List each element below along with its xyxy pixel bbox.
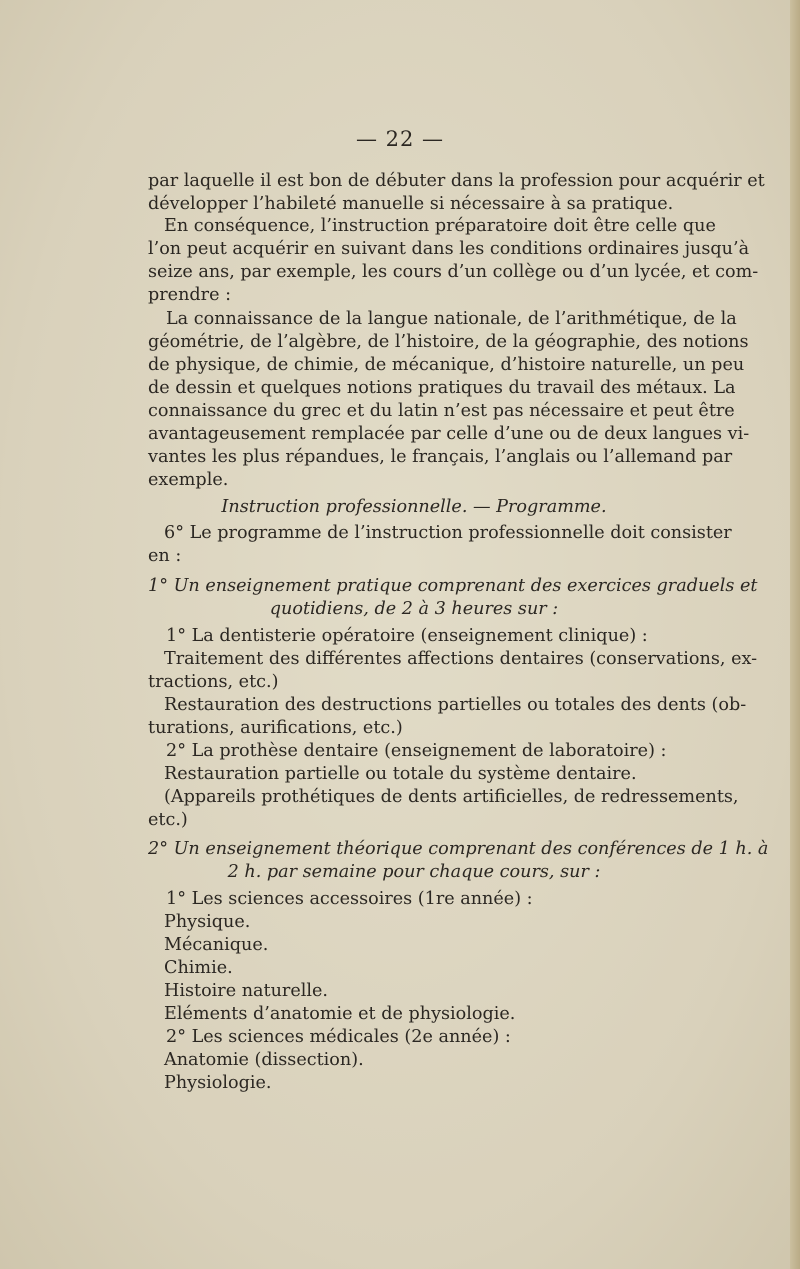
text-line: connaissance du grec et du latin n’est pas nécessaire et peut être [148,401,735,421]
text-line: vantes les plus répandues, le français, l’anglais ou l’allemand par [148,447,733,467]
text-line: par laquelle il est bon de débuter dans la profession pour acquérir et [148,171,765,191]
text-line: l’on peut acquérir en suivant dans les conditions ordinaires jusqu’à [148,239,750,259]
list-item: Physiologie. [164,1073,272,1093]
text-line: exemple. [148,470,229,490]
text-line: de physique, de chimie, de mécanique, d’histoire naturelle, un peu [148,355,745,375]
text-line: 6° Le programme de l’instruction professionnelle doit consister [164,523,732,543]
list-item: Anatomie (dissection). [164,1050,364,1070]
text-line: géométrie, de l’algèbre, de l’histoire, de la géographie, des notions [148,332,749,352]
text-line: etc.) [148,810,188,830]
text-line: Restauration des destructions partielles ou totales des dents (ob- [164,695,747,715]
text-line: seize ans, par exemple, les cours d’un collège ou d’un lycée, et com- [148,262,759,282]
section-heading: Instruction professionnelle. — Programme. [221,497,607,517]
text-line: 1° Les sciences accessoires (1re année) : [166,889,533,909]
text-line: avantageusement remplacée par celle d’une ou de deux langues vi- [148,424,750,444]
text-line: quotidiens, de 2 à 3 heures sur : [269,599,559,619]
list-item: Histoire naturelle. [164,981,329,1001]
page-number: — 22 — [355,127,445,151]
text-line: 2° Un enseignement théorique comprenant des conférences de 1 h. à [148,839,769,859]
page-edge [790,0,800,1269]
text-line: en : [148,546,182,566]
list-item: Chimie. [164,958,233,978]
text-line: 2° La prothèse dentaire (enseignement de laboratoire) : [166,741,667,761]
text-line: 1° Un enseignement pratique comprenant des exercices graduels et [148,576,758,596]
text-line: (Appareils prothétiques de dents artificielles, de redressements, [164,787,739,807]
list-item: Physique. [164,912,251,932]
text-line: La connaissance de la langue nationale, de l’arithmétique, de la [166,309,737,329]
text-line: Traitement des différentes affections dentaires (conservations, ex- [164,649,758,669]
text-line: de dessin et quelques notions pratiques du travail des métaux. La [148,378,736,398]
text-line: prendre : [148,285,232,305]
text-line: tractions, etc.) [148,672,279,692]
text-line: En conséquence, l’instruction préparatoire doit être celle que [164,216,716,236]
text-line: turations, aurifications, etc.) [148,718,403,738]
text-line: 2° Les sciences médicales (2e année) : [166,1027,511,1047]
text-line: 2 h. par semaine pour chaque cours, sur : [227,862,601,882]
list-item: Eléments d’anatomie et de physiologie. [164,1004,516,1024]
text-line: Restauration partielle ou totale du système dentaire. [164,764,637,784]
list-item: Mécanique. [164,935,269,955]
text-line: développer l’habileté manuelle si nécessaire à sa pratique. [148,194,674,214]
text-line: 1° La dentisterie opératoire (enseignement clinique) : [166,626,648,646]
